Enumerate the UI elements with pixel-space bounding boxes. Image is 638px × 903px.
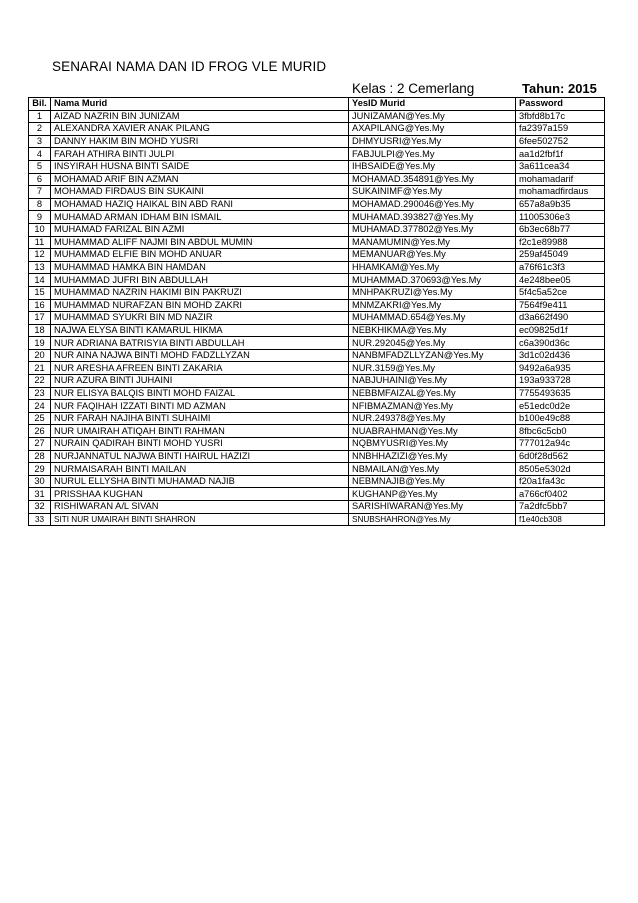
cell-password: a76f61c3f3 [516,261,605,274]
table-row [29,186,605,199]
cell-password: d3a662f490 [516,312,605,325]
cell-yesid: NUABRAHMAN@Yes.My [349,425,516,438]
cell-nama-murid: MUHAMMAD JUFRI BIN ABDULLAH [51,274,349,287]
cell-yesid: NANBMFADZLLYZAN@Yes.My [349,349,516,362]
cell-password: fa2397a159 [516,123,605,136]
cell-yesid: MOHAMAD.290046@Yes.My [349,198,516,211]
cell-yesid: KUGHANP@Yes.My [349,488,516,501]
cell-yesid: NEBKHIKMA@Yes.My [349,324,516,337]
cell-nama-murid: NUR UMAIRAH ATIQAH BINTI RAHMAN [51,425,349,438]
cell-bil: 10 [29,223,51,236]
column-header-nama: Nama Murid [51,98,349,111]
cell-bil: 26 [29,425,51,438]
cell-password: 6d0f28d562 [516,450,605,463]
cell-nama-murid: MOHAMAD FIRDAUS BIN SUKAINI [51,186,349,199]
cell-nama-murid: MUHAMAD ARMAN IDHAM BIN ISMAIL [51,211,349,224]
cell-yesid: MEMANUAR@Yes.My [349,249,516,262]
cell-nama-murid: MUHAMMAD NURAFZAN BIN MOHD ZAKRI [51,299,349,312]
table-row [29,387,605,400]
cell-bil: 31 [29,488,51,501]
cell-yesid: FABJULPI@Yes.My [349,148,516,161]
cell-yesid: SNUBSHAHRON@Yes.My [349,513,516,526]
table-row [29,412,605,425]
table-row [29,324,605,337]
cell-password: 5f4c5a52ce [516,286,605,299]
cell-password: e51edc0d2e [516,400,605,413]
table-row [29,274,605,287]
table-row [29,249,605,262]
column-header-password: Password [516,98,605,111]
cell-password: aa1d2fbf1f [516,148,605,161]
column-header-bil: Bil. [29,98,51,111]
table-row [29,135,605,148]
cell-bil: 29 [29,463,51,476]
cell-yesid: MUHAMAD.393827@Yes.My [349,211,516,224]
cell-bil: 3 [29,135,51,148]
cell-yesid: NBMAILAN@Yes.My [349,463,516,476]
table-header-row [29,98,605,111]
cell-password: 11005306e3 [516,211,605,224]
cell-bil: 14 [29,274,51,287]
cell-yesid: NNBHHAZIZI@Yes.My [349,450,516,463]
cell-password: 657a8a9b35 [516,198,605,211]
cell-nama-murid: NURUL ELLYSHA BINTI MUHAMAD NAJIB [51,475,349,488]
cell-nama-murid: NURAIN QADIRAH BINTI MOHD YUSRI [51,438,349,451]
cell-password: mohamadfirdaus [516,186,605,199]
year-label: Tahun: 2015 [522,81,597,96]
cell-nama-murid: MOHAMAD HAZIQ HAIKAL BIN ABD RANI [51,198,349,211]
cell-nama-murid: NUR ELISYA BALQIS BINTI MOHD FAIZAL [51,387,349,400]
cell-bil: 23 [29,387,51,400]
table-row [29,312,605,325]
cell-bil: 8 [29,198,51,211]
cell-password: b100e49c88 [516,412,605,425]
cell-yesid: MANAMUMIN@Yes.My [349,236,516,249]
cell-nama-murid: NUR AZURA BINTI JUHAINI [51,375,349,388]
cell-password: 7564f9e411 [516,299,605,312]
cell-bil: 18 [29,324,51,337]
page-title: SENARAI NAMA DAN ID FROG VLE MURID [52,59,327,74]
cell-nama-murid: MUHAMMAD HAMKA BIN HAMDAN [51,261,349,274]
cell-password: a766cf0402 [516,488,605,501]
cell-password: 3fbfd8b17c [516,110,605,123]
cell-bil: 19 [29,337,51,350]
student-table [28,97,605,526]
cell-password: 193a933728 [516,375,605,388]
cell-bil: 28 [29,450,51,463]
table-row [29,501,605,514]
cell-nama-murid: MUHAMAD FARIZAL BIN AZMI [51,223,349,236]
cell-nama-murid: MUHAMMAD SYUKRI BIN MD NAZIR [51,312,349,325]
table-body [29,110,605,526]
cell-nama-murid: INSYIRAH HUSNA BINTI SAIDE [51,160,349,173]
cell-bil: 22 [29,375,51,388]
cell-password: mohamadarif [516,173,605,186]
cell-nama-murid: MUHAMMAD ALIFF NAJMI BIN ABDUL MUMIN [51,236,349,249]
cell-bil: 24 [29,400,51,413]
cell-nama-murid: PRISSHAA KUGHAN [51,488,349,501]
cell-yesid: NEBMNAJIB@Yes.My [349,475,516,488]
cell-yesid: MNMZAKRI@Yes.My [349,299,516,312]
cell-nama-murid: RISHIWARAN A/L SIVAN [51,501,349,514]
cell-bil: 33 [29,513,51,526]
cell-yesid: MUHAMMAD.370693@Yes.My [349,274,516,287]
cell-nama-murid: SITI NUR UMAIRAH BINTI SHAHRON [51,513,349,526]
cell-password: 6fee502752 [516,135,605,148]
cell-password: 3a611cea34 [516,160,605,173]
cell-nama-murid: NUR FARAH NAJIHA BINTI SUHAIMI [51,412,349,425]
table-row [29,198,605,211]
table-row [29,148,605,161]
cell-password: c6a390d36c [516,337,605,350]
cell-yesid: SUKAINIMF@Yes.My [349,186,516,199]
table-row [29,123,605,136]
cell-yesid: SARISHIWARAN@Yes.My [349,501,516,514]
cell-bil: 30 [29,475,51,488]
cell-nama-murid: NUR AINA NAJWA BINTI MOHD FADZLLYZAN [51,349,349,362]
cell-password: f2c1e89988 [516,236,605,249]
cell-password: 8fbc6c5cb0 [516,425,605,438]
cell-nama-murid: NUR ARESHA AFREEN BINTI ZAKARIA [51,362,349,375]
cell-nama-murid: MOHAMAD ARIF BIN AZMAN [51,173,349,186]
cell-nama-murid: NUR ADRIANA BATRISYIA BINTI ABDULLAH [51,337,349,350]
cell-password: 7755493635 [516,387,605,400]
table-row [29,425,605,438]
cell-yesid: HHAMKAM@Yes.My [349,261,516,274]
cell-bil: 5 [29,160,51,173]
cell-yesid: NUR.3159@Yes.My [349,362,516,375]
cell-password: 6b3ec68b77 [516,223,605,236]
cell-yesid: JUNIZAMAN@Yes.My [349,110,516,123]
cell-bil: 13 [29,261,51,274]
cell-yesid: MUHAMAD.377802@Yes.My [349,223,516,236]
cell-password: 3d1c02d436 [516,349,605,362]
table-row [29,450,605,463]
table-row [29,286,605,299]
cell-nama-murid: NAJWA ELYSA BINTI KAMARUL HIKMA [51,324,349,337]
cell-yesid: NEBBMFAIZAL@Yes.My [349,387,516,400]
cell-nama-murid: MUHAMMAD ELFIE BIN MOHD ANUAR [51,249,349,262]
cell-bil: 25 [29,412,51,425]
class-label: Kelas : 2 Cemerlang [352,81,475,96]
cell-password: f1e40cb308 [516,513,605,526]
cell-password: 9492a6a935 [516,362,605,375]
table-row [29,513,605,526]
column-header-yesid: YesID Murid [349,98,516,111]
cell-nama-murid: DANNY HAKIM BIN MOHD YUSRI [51,135,349,148]
cell-bil: 6 [29,173,51,186]
cell-yesid: AXAPILANG@Yes.My [349,123,516,136]
cell-password: 7a2dfc5bb7 [516,501,605,514]
cell-password: ec09825d1f [516,324,605,337]
cell-bil: 16 [29,299,51,312]
cell-bil: 21 [29,362,51,375]
cell-yesid: IHBSAIDE@Yes.My [349,160,516,173]
table-row [29,362,605,375]
cell-bil: 27 [29,438,51,451]
cell-bil: 9 [29,211,51,224]
table-row [29,160,605,173]
table-row [29,463,605,476]
cell-yesid: NUR.249378@Yes.My [349,412,516,425]
cell-yesid: DHMYUSRI@Yes.My [349,135,516,148]
table-row [29,438,605,451]
cell-bil: 15 [29,286,51,299]
cell-password: 777012a94c [516,438,605,451]
cell-bil: 12 [29,249,51,262]
cell-password: f20a1fa43c [516,475,605,488]
cell-yesid: NFIBMAZMAN@Yes.My [349,400,516,413]
table-row [29,299,605,312]
table-row [29,211,605,224]
table-row [29,475,605,488]
cell-password: 4e248bee05 [516,274,605,287]
table-row [29,337,605,350]
cell-yesid: NUR.292045@Yes.My [349,337,516,350]
table-row [29,173,605,186]
cell-password: 259af45049 [516,249,605,262]
cell-nama-murid: NURMAISARAH BINTI MAILAN [51,463,349,476]
cell-bil: 11 [29,236,51,249]
table-row [29,223,605,236]
cell-bil: 20 [29,349,51,362]
table-row [29,110,605,123]
table-row [29,349,605,362]
cell-bil: 4 [29,148,51,161]
table-row [29,375,605,388]
table-row [29,236,605,249]
cell-password: 8505e5302d [516,463,605,476]
cell-bil: 32 [29,501,51,514]
cell-yesid: NABJUHAINI@Yes.My [349,375,516,388]
cell-bil: 7 [29,186,51,199]
table-row [29,261,605,274]
cell-yesid: MOHAMAD.354891@Yes.My [349,173,516,186]
cell-yesid: MNHPAKRUZI@Yes.My [349,286,516,299]
cell-yesid: MUHAMMAD.654@Yes.My [349,312,516,325]
cell-nama-murid: MUHAMMAD NAZRIN HAKIMI BIN PAKRUZI [51,286,349,299]
table-row [29,488,605,501]
cell-nama-murid: FARAH ATHIRA BINTI JULPI [51,148,349,161]
cell-bil: 1 [29,110,51,123]
cell-nama-murid: NURJANNATUL NAJWA BINTI HAIRUL HAZIZI [51,450,349,463]
cell-nama-murid: ALEXANDRA XAVIER ANAK PILANG [51,123,349,136]
cell-bil: 2 [29,123,51,136]
cell-nama-murid: AIZAD NAZRIN BIN JUNIZAM [51,110,349,123]
cell-bil: 17 [29,312,51,325]
cell-nama-murid: NUR FAQIHAH IZZATI BINTI MD AZMAN [51,400,349,413]
cell-yesid: NQBMYUSRI@Yes.My [349,438,516,451]
table-row [29,400,605,413]
